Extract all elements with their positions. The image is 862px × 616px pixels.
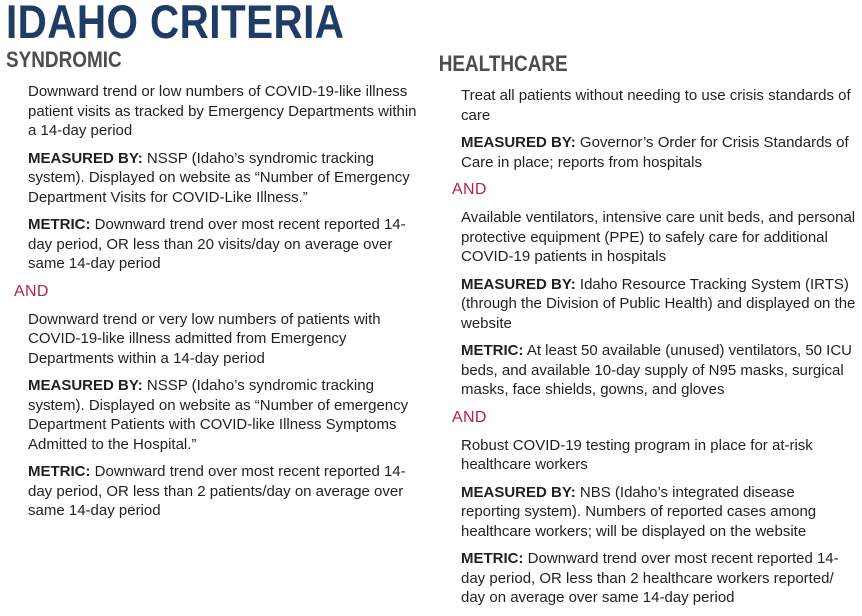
metric-label: METRIC: xyxy=(28,216,91,233)
page-title: IDAHO CRITERIA xyxy=(6,0,345,48)
healthcare-criterion-2-measured xyxy=(461,275,856,334)
healthcare-criteria-3 xyxy=(437,436,856,608)
healthcare-column xyxy=(437,48,862,616)
metric-text: At least 50 available (unused) ventilators, 50 ICU beds, and available 10-day supply of N95 masks, surgical masks, face shields, gowns, and gloves xyxy=(461,342,853,398)
healthcare-and-connector-1: AND xyxy=(452,181,487,198)
syndromic-criterion-1-text: Downward trend or low numbers of COVID-19-like illness patient visits as tracked by Emergency Departments within a 14-day period xyxy=(28,83,417,139)
healthcare-criterion-1-text: Treat all patients without needing to use crisis standards of care xyxy=(461,87,851,124)
healthcare-and-connector-2: AND xyxy=(452,408,487,426)
healthcare-criteria-1 xyxy=(437,86,856,172)
healthcare-criteria-2 xyxy=(437,208,856,400)
syndromic-criterion-2-metric xyxy=(28,462,428,521)
measured-by-text: NBS (Idaho’s integrated disease reporting system). Numbers of reported cases among healthcare workers; will be displayed on the website xyxy=(461,483,817,540)
healthcare-heading: HEALTHCARE xyxy=(438,51,568,76)
healthcare-criterion-3-text: Robust COVID-19 testing program in place for at-risk healthcare workers xyxy=(461,436,813,473)
healthcare-criterion-1-measured xyxy=(461,133,856,172)
syndromic-and-connector: AND xyxy=(14,282,49,300)
measured-by-label: MEASURED BY: xyxy=(461,134,576,151)
measured-by-text: NSSP (Idaho’s syndromic tracking system). Displayed on website as “Number of Emergency Department Visits for COVID-Like Illness.” xyxy=(28,149,410,206)
metric-text: Downward trend over most recent reported 14-day period, OR less than 20 visits/day on average over same 14-day period xyxy=(28,216,406,272)
measured-by-text: NSSP (Idaho’s syndromic tracking system). Displayed on website as “Number of emergency Department Patients with COVID-like Illness Symptoms Admitted to the Hospital.” xyxy=(28,377,409,453)
measured-by-label: MEASURED BY: xyxy=(28,149,143,167)
metric-label: METRIC: xyxy=(461,550,524,567)
measured-by-label: MEASURED BY: xyxy=(28,377,143,394)
syndromic-heading: SYNDROMIC xyxy=(6,47,122,72)
metric-text: Downward trend over most recent reported 14-day period, OR less than 2 patients/day on average over same 14-day period xyxy=(28,463,406,519)
measured-by-text: Idaho Resource Tracking System (IRTS) (through the Division of Public Health) and displayed on the website xyxy=(461,275,856,332)
measured-by-text: Governor’s Order for Crisis Standards of Care in place; reports from hospitals xyxy=(461,134,849,171)
syndromic-criterion-1-measured xyxy=(28,149,428,208)
syndromic-criterion-1-metric xyxy=(28,215,428,274)
syndromic-criteria xyxy=(0,82,428,274)
healthcare-criterion-3-metric xyxy=(461,549,856,608)
measured-by-label: MEASURED BY: xyxy=(461,275,576,293)
metric-label: METRIC: xyxy=(461,342,524,359)
syndromic-criteria-2 xyxy=(0,310,428,521)
syndromic-criterion-2-text: Downward trend or very low numbers of patients with COVID-19-like illness admitted from Emergency Departments within a 14-day period xyxy=(28,310,381,367)
healthcare-criterion-2-metric xyxy=(461,341,856,400)
healthcare-criterion-2-text: Available ventilators, intensive care unit beds, and personal protective equipment (PPE) to safely care for additional COVID-19 patients in hospitals xyxy=(461,209,856,265)
metric-text: Downward trend over most recent reported 14-day period, OR less than 2 healthcare workers reported/ day on average over same 14-day period xyxy=(461,550,839,606)
measured-by-label: MEASURED BY: xyxy=(461,483,576,501)
metric-label: METRIC: xyxy=(28,463,91,480)
syndromic-criterion-2-measured xyxy=(28,376,428,454)
healthcare-criterion-3-measured xyxy=(461,483,856,542)
syndromic-column xyxy=(0,48,430,529)
